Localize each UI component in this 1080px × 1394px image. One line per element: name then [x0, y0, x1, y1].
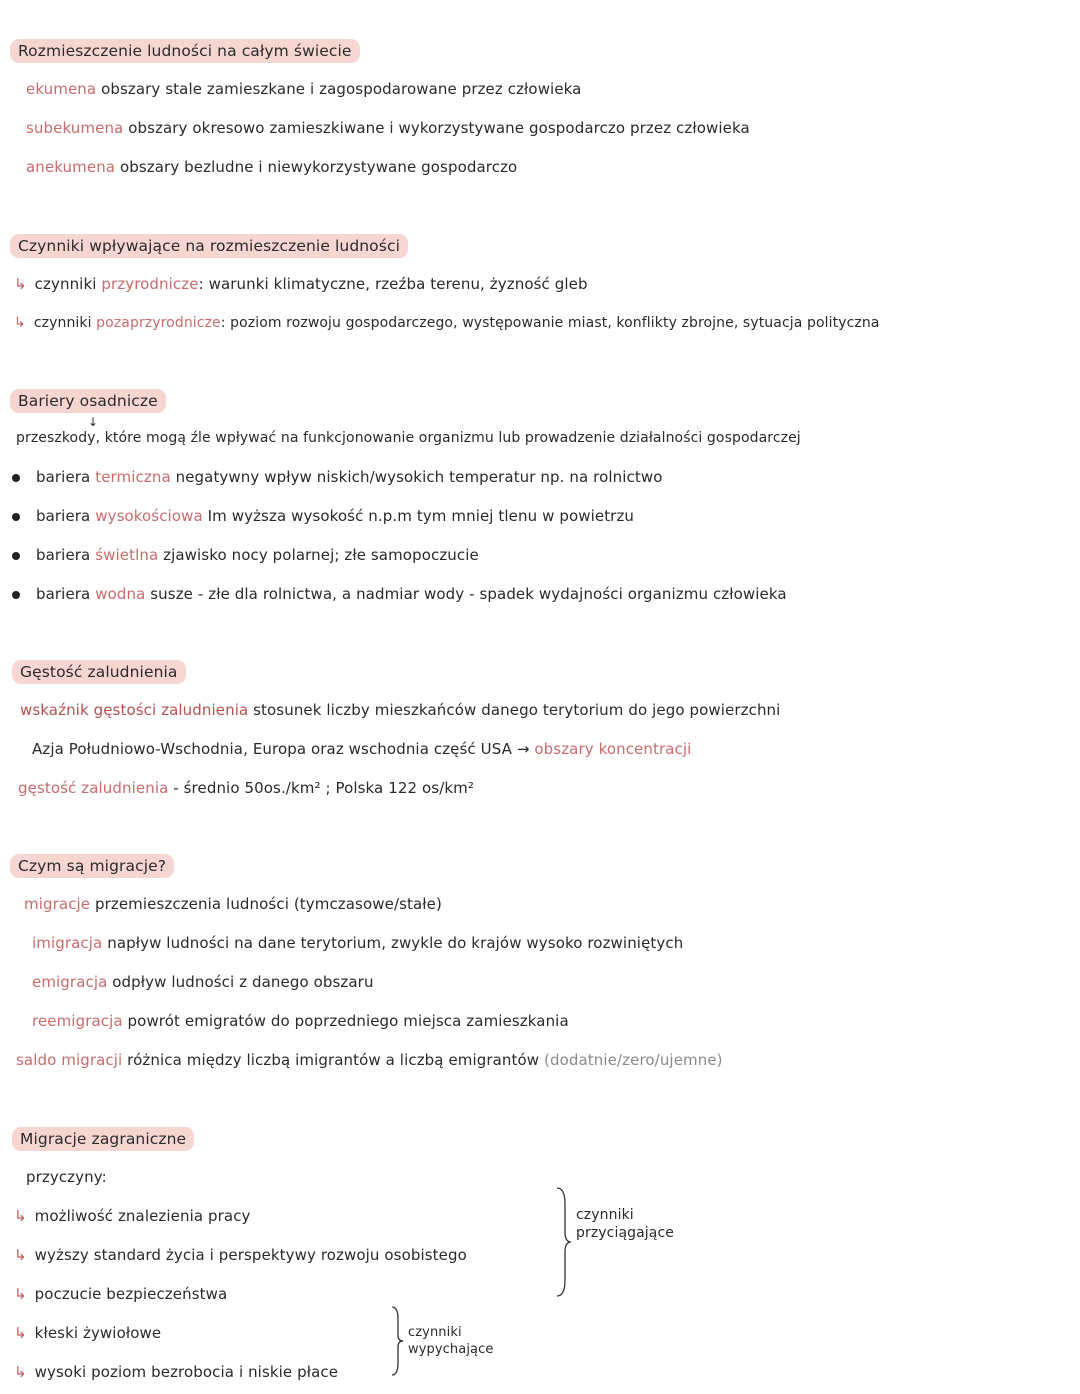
item-text: Im wyższa wysokość n.p.m tym mniej tlenu w powietrzu [202, 507, 635, 525]
list-item [14, 1362, 338, 1382]
term: subekumena [26, 119, 124, 137]
term: przyrodnicze [101, 275, 199, 293]
definition-text: napływ ludności na dane terytorium, zwykle do krajów wysoko rozwiniętych [102, 934, 684, 952]
definition-text: obszary okresowo zamieszkiwane i wykorzystywane gospodarczo przez człowieka [123, 119, 750, 137]
definition-row [18, 778, 474, 798]
brace-label: czynniki wypychające [408, 1325, 494, 1357]
list-item [12, 506, 634, 526]
term: świetlna [95, 546, 159, 564]
item-text: kłeski żywiołowe [34, 1324, 162, 1342]
definition-text: różnica między liczbą imigrantów a liczbą emigrantów [122, 1051, 545, 1069]
lead-text: czynniki [33, 315, 97, 331]
term: migracje [24, 895, 91, 913]
down-arrow-icon: ↓ [88, 415, 99, 429]
note-text: (dodatnie/zero/ujemne) [544, 1051, 723, 1069]
lead-text: bariera [36, 507, 96, 525]
bullet-icon [12, 552, 20, 560]
definition-row [26, 118, 750, 138]
lead-text: czynniki [34, 275, 102, 293]
definition-text: powrót emigratów do poprzedniego miejsca zamieszkania [122, 1012, 569, 1030]
section-heading: Bariery osadnicze [10, 389, 166, 413]
term: termiczna [95, 468, 171, 486]
term: pozaprzyrodnicze [96, 315, 221, 331]
definition-text: - średnio 50os./km² ; Polska 122 os/km² [168, 779, 474, 797]
definition-row [24, 894, 442, 914]
term: imigracja [32, 934, 103, 952]
arrow-icon: ↳ [14, 1363, 27, 1381]
definition-text: stosunek liczby mieszkańców danego terytorium do jego powierzchni [248, 701, 781, 719]
list-item [12, 584, 787, 604]
item-text: : poziom rozwoju gospodarczego, występowanie miast, konflikty zbrojne, sytuacja polityczna [220, 315, 880, 331]
term: emigracja [32, 973, 108, 991]
definition-row [20, 700, 780, 720]
term: wysokościowa [95, 507, 203, 525]
list-item [14, 274, 588, 294]
definition-row [16, 1050, 723, 1070]
definition-text: przeszkody, które mogą źle wpływać na funkcjonowanie organizmu lub prowadzenie działalności gospodarczej [16, 430, 801, 446]
term: reemigracja [32, 1012, 123, 1030]
item-text: poczucie bezpieczeństwa [34, 1285, 228, 1303]
definition-row [32, 972, 374, 992]
right-brace-icon [553, 1186, 573, 1298]
bullet-icon [12, 474, 20, 482]
section-heading: Czynniki wpływające na rozmieszczenie ludności [10, 234, 408, 258]
list-item [12, 545, 479, 565]
term: wskaźnik gęstości zaludnienia [20, 701, 249, 719]
definition-row [32, 1011, 569, 1031]
item-text: negatywny wpływ niskich/wysokich temperatur np. na rolnictwo [170, 468, 663, 486]
definition-text: odpływ ludności z danego obszaru [107, 973, 374, 991]
note-text: Azja Południowo-Wschodnia, Europa oraz wschodnia część USA → [32, 740, 535, 758]
definition-row [32, 933, 683, 953]
term: wodna [95, 585, 146, 603]
lead-text: bariera [36, 468, 96, 486]
list-item [14, 1284, 227, 1304]
item-text: wyższy standard życia i perspektywy rozwoju osobistego [34, 1246, 467, 1264]
item-text: susze - złe dla rolnictwa, a nadmiar wody - spadek wydajności organizmu człowieka [145, 585, 787, 603]
definition-text: przemieszczenia ludności (tymczasowe/stałe) [90, 895, 442, 913]
term: saldo migracji [16, 1051, 123, 1069]
bullet-icon [12, 591, 20, 599]
definition-row [26, 79, 581, 99]
arrow-icon: ↳ [14, 275, 27, 293]
definition-text: obszary bezludne i niewykorzystywane gospodarczo [115, 158, 518, 176]
section-heading: Gęstość zaludnienia [12, 660, 186, 684]
right-brace-icon [388, 1305, 406, 1377]
sub-heading: przyczyny: [26, 1168, 107, 1186]
arrow-icon: ↳ [14, 1324, 27, 1342]
item-text: : warunki klimatyczne, rzeźba terenu, żyzność gleb [198, 275, 588, 293]
term: ekumena [26, 80, 97, 98]
section-heading: Rozmieszczenie ludności na całym świecie [10, 39, 360, 63]
note-row [32, 739, 691, 759]
arrow-icon: ↳ [14, 1285, 27, 1303]
list-item [14, 1245, 467, 1265]
section-heading: Migracje zagraniczne [12, 1127, 194, 1151]
term: anekumena [26, 158, 116, 176]
definition-row [26, 157, 517, 177]
list-item [14, 1323, 161, 1343]
arrow-icon: ↳ [14, 1246, 27, 1264]
bullet-icon [12, 513, 20, 521]
section-heading: Czym są migracje? [10, 854, 174, 878]
list-item [12, 467, 662, 487]
item-text: wysoki poziom bezrobocia i niskie płace [34, 1363, 339, 1381]
lead-text: bariera [36, 585, 96, 603]
definition-text: obszary stale zamieszkane i zagospodarowane przez człowieka [96, 80, 582, 98]
term: gęstość zaludnienia [18, 779, 169, 797]
brace-label: czynniki przyciągające [576, 1207, 674, 1241]
arrow-icon: ↳ [14, 1207, 27, 1225]
arrow-icon: ↳ [14, 315, 26, 331]
lead-text: bariera [36, 546, 96, 564]
list-item [14, 1206, 251, 1226]
term: obszary koncentracji [534, 740, 692, 758]
item-text: możliwość znalezienia pracy [34, 1207, 251, 1225]
list-item [14, 313, 879, 333]
item-text: zjawisko nocy polarnej; złe samopoczucie [158, 546, 479, 564]
